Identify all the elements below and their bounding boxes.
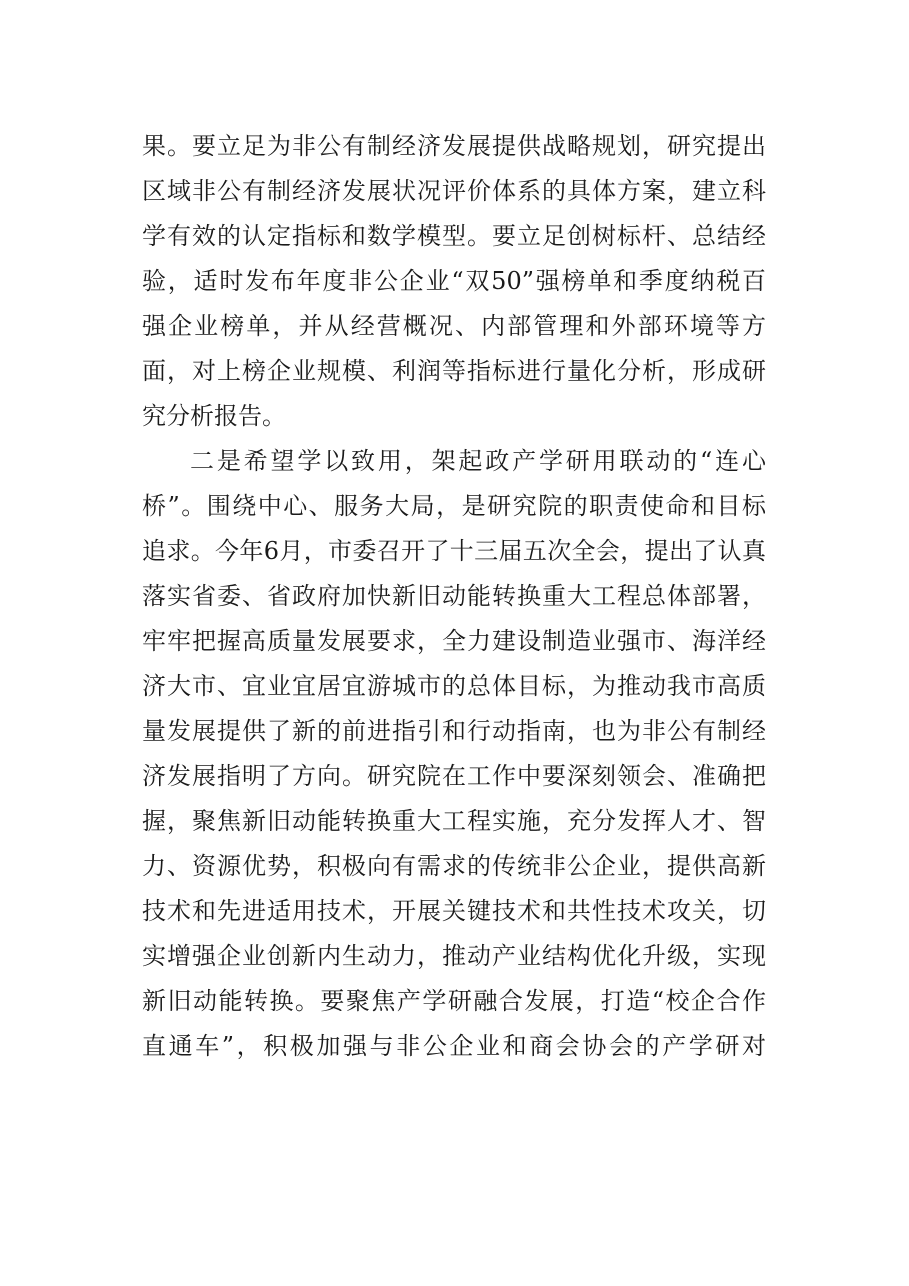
paragraph-2-line-5: 牢牢把握高质量发展要求，全力建设制造业强市、海洋经	[142, 627, 766, 655]
paragraph-2-line-2: 桥”。围绕中心、服务大局，是研究院的职责使命和目标	[142, 492, 766, 520]
paragraph-1-line-3: 学有效的认定指标和数学模型。要立足创树标杆、总结经	[142, 222, 766, 250]
paragraph-2-line-7: 量发展提供了新的前进指引和行动指南，也为非公有制经	[142, 717, 766, 745]
paragraph-2-line-3: 追求。今年6月，市委召开了十三届五次全会，提出了认真	[142, 537, 766, 565]
paragraph-2-line-12: 实增强企业创新内生动力，推动产业结构优化升级，实现	[142, 942, 766, 970]
paragraph-2-line-6: 济大市、宜业宜居宜游城市的总体目标，为推动我市高质	[142, 672, 766, 700]
paragraph-2-line-1: 二是希望学以致用，架起政产学研用联动的“连心	[190, 447, 766, 475]
paragraph-2-line-13: 新旧动能转换。要聚焦产学研融合发展，打造“校企合作	[142, 987, 766, 1015]
paragraph-2-line-10: 力、资源优势，积极向有需求的传统非公企业，提供高新	[142, 852, 766, 880]
paragraph-1-line-5: 强企业榜单，并从经营概况、内部管理和外部环境等方	[142, 312, 766, 340]
paragraph-2-line-11: 技术和先进适用技术，开展关键技术和共性技术攻关，切	[142, 897, 766, 925]
paragraph-1-line-2: 区域非公有制经济发展状况评价体系的具体方案，建立科	[142, 177, 766, 205]
paragraph-1-line-6: 面，对上榜企业规模、利润等指标进行量化分析，形成研	[142, 357, 766, 385]
paragraph-1-line-4: 验，适时发布年度非公企业“双50”强榜单和季度纳税百	[142, 267, 766, 295]
paragraph-2-line-8: 济发展指明了方向。研究院在工作中要深刻领会、准确把	[142, 762, 766, 790]
paragraph-2-line-4: 落实省委、省政府加快新旧动能转换重大工程总体部署，	[142, 582, 766, 610]
paragraph-2-line-14: 直通车”，积极加强与非公企业和商会协会的产学研对	[142, 1032, 766, 1060]
paragraph-1-line-1: 果。要立足为非公有制经济发展提供战略规划，研究提出	[142, 132, 766, 160]
paragraph-1-line-7: 究分析报告。	[142, 402, 286, 430]
paragraph-2-line-9: 握，聚焦新旧动能转换重大工程实施，充分发挥人才、智	[142, 807, 766, 835]
